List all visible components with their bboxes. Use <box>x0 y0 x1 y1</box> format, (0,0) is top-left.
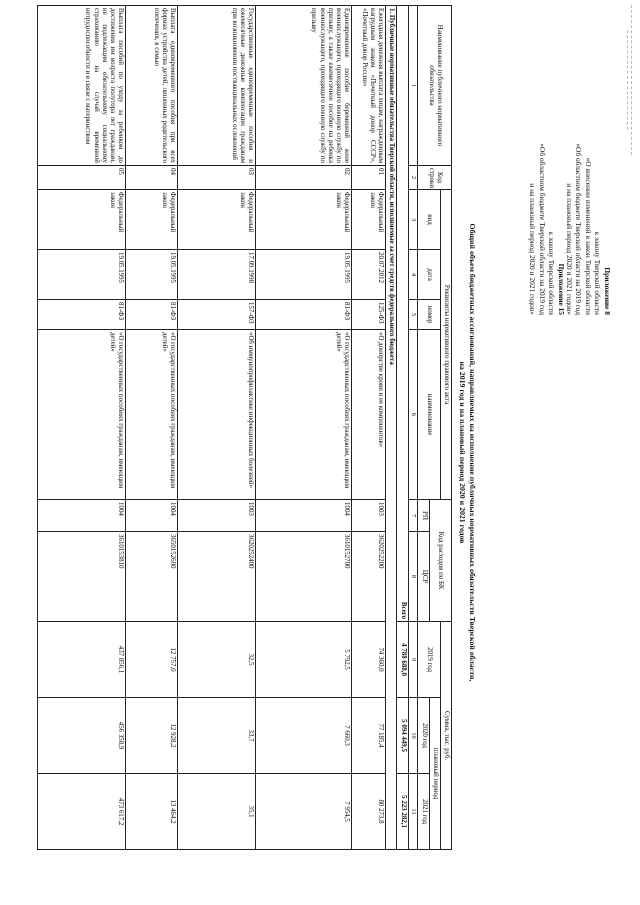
scan-artifact-line <box>627 30 628 130</box>
header-date: дата <box>418 250 440 300</box>
column-number: 5 <box>409 300 418 330</box>
annex-15-line: к закону Тверской области <box>547 231 557 315</box>
cell-title: «О государственных пособиях гражданам, имеющим детей» <box>38 330 126 500</box>
cell-date: 19.05.1995 <box>126 250 178 300</box>
header-2019: 2019 год <box>418 622 440 698</box>
table-row <box>178 6 256 850</box>
table-row <box>352 6 386 850</box>
cell-2020: 12 928,2 <box>126 698 178 774</box>
cell-name: Ежегодная денежная выплата лицам, награжденным нагрудным знаком «Почетный донор СССР», «Почетный донор России» <box>352 6 386 166</box>
cell-2020: 77 185,4 <box>352 698 386 774</box>
cell-kind: Федеральный закон <box>256 190 352 250</box>
cell-date: 19.05.1995 <box>256 250 352 300</box>
document-title-line: на 2019 год и на плановый период 2020 и 2021 годов <box>458 361 467 544</box>
cell-2020: 456 358,9 <box>38 698 126 774</box>
column-number: 8 <box>409 532 418 622</box>
total-2019: 4 788 688,0 <box>397 622 409 698</box>
header-sum: Сумма, тыс. руб. <box>440 622 451 850</box>
document-title <box>457 0 477 905</box>
total-label: Всего <box>397 6 409 622</box>
obligations-table <box>37 5 452 850</box>
table-header-row <box>440 6 451 850</box>
header-2020: 2020 год <box>418 698 429 774</box>
column-number: 1 <box>409 6 418 166</box>
column-number: 3 <box>409 190 418 250</box>
cell-2019: 32,5 <box>178 622 256 698</box>
cell-code: 03 <box>178 166 256 190</box>
column-number: 2 <box>409 166 418 190</box>
document-title-line: Общий объем бюджетных ассигнований, направляемых на исполнение публичных нормативных обязательств Тверской области, <box>468 223 477 682</box>
cell-2021: 13 464,2 <box>126 774 178 850</box>
section-title: 1. Публичные нормативные обязательства Тверской области, исполняемые за счет средств федерального бюджета <box>386 6 397 850</box>
column-number: 11 <box>409 774 418 850</box>
header-2021: 2021 год <box>418 774 429 850</box>
section-row <box>386 6 397 850</box>
annex-15-block <box>528 143 566 315</box>
header-kind: вид <box>418 190 440 250</box>
cell-2020: 33,7 <box>178 698 256 774</box>
cell-2021: 473 617,2 <box>38 774 126 850</box>
cell-2019: 437 856,1 <box>38 622 126 698</box>
cell-kind: Федеральный закон <box>126 190 178 250</box>
header-rz: РП <box>418 500 429 532</box>
cell-number: 81-ФЗ <box>256 300 352 330</box>
cell-name: Единовременное пособие беременной жене военнослужащего, проходящего военную службу по призыву, а также ежемесячное пособие на ребенка военнослужащего, проходящего военную службу по призыву <box>256 6 352 166</box>
cell-csr: 3610153810 <box>38 532 126 622</box>
cell-rz: 1003 <box>352 500 386 532</box>
cell-date: 19.05.1995 <box>38 250 126 300</box>
cell-2021: 35,1 <box>178 774 256 850</box>
cell-2019: 5 792,5 <box>256 622 352 698</box>
scan-artifact-line <box>631 5 632 155</box>
cell-2019: 74 360,0 <box>352 622 386 698</box>
cell-rz: 1003 <box>178 500 256 532</box>
column-number: 4 <box>409 250 418 300</box>
annex-15-line: «Об областном бюджете Тверской области на 2019 год <box>537 143 547 315</box>
cell-date: 20.07.2012 <box>352 250 386 300</box>
annex-8-line: к закону Тверской области <box>593 231 603 315</box>
header-planned: плановый период <box>429 698 440 850</box>
annex-8-line: и на плановый период 2020 и 2021 годов» <box>564 183 574 315</box>
table-row <box>38 6 126 850</box>
annex-15-line: и на плановый период 2020 и 2021 годов» <box>528 183 538 315</box>
cell-2019: 12 757,0 <box>126 622 178 698</box>
cell-name: Государственные единовременные пособия и ежемесячные денежные компенсации гражданам при возникновении поствакцинальных осложнений <box>178 6 256 166</box>
cell-number: 81-ФЗ <box>38 300 126 330</box>
cell-2021: 7 954,5 <box>256 774 352 850</box>
cell-title: «О донорстве крови и ее компонентов» <box>352 330 386 500</box>
total-row <box>397 6 409 850</box>
cell-number: 125-ФЗ <box>352 300 386 330</box>
cell-name: Выплата единовременного пособия при всех формах устройства детей, лишенных родительского попечения, в семью <box>126 6 178 166</box>
cell-name: Выплата пособий по уходу за ребенком до достижения им возраста полутора лет гражданам, не подлежащим обязательному социальному страхованию на случай временной нетрудоспособности и в связи с материнством <box>38 6 126 166</box>
cell-kind: Федеральный закон <box>178 190 256 250</box>
cell-csr: 3620252200 <box>352 532 386 622</box>
cell-csr: 3650152600 <box>126 532 178 622</box>
annex-8-line: «О внесении изменений в закон Тверской области <box>583 157 593 315</box>
cell-title: «Об иммунопрофилактике инфекционных болезней» <box>178 330 256 500</box>
cell-number: 157-ФЗ <box>178 300 256 330</box>
cell-rz: 1004 <box>256 500 352 532</box>
cell-rz: 1004 <box>38 500 126 532</box>
header-csr: ЦСР <box>418 532 429 622</box>
cell-code: 01 <box>352 166 386 190</box>
annex-8-heading: Приложение 8 <box>603 267 612 315</box>
header-number: номер <box>418 300 440 330</box>
cell-2021: 80 273,8 <box>352 774 386 850</box>
table-row <box>126 6 178 850</box>
cell-title: «О государственных пособиях гражданам, имеющим детей» <box>256 330 352 500</box>
table-row <box>256 6 352 850</box>
cell-title: «О государственных пособиях гражданам, имеющим детей» <box>126 330 178 500</box>
column-number: 10 <box>409 698 418 774</box>
annex-15-heading: Приложение 15 <box>557 263 566 315</box>
header-name: Наименование публичного нормативного обязательства <box>418 6 452 166</box>
annex-8-block <box>564 143 612 315</box>
total-2021: 5 223 282,1 <box>397 774 409 850</box>
annex-8-line: «Об областном бюджете Тверской области на 2019 год <box>574 143 584 315</box>
column-number: 7 <box>409 500 418 532</box>
cell-rz: 1004 <box>126 500 178 532</box>
cell-kind: Федеральный закон <box>38 190 126 250</box>
cell-csr: 3610152700 <box>256 532 352 622</box>
cell-date: 17.09.1998 <box>178 250 256 300</box>
cell-csr: 3620252400 <box>178 532 256 622</box>
column-number: 6 <box>409 330 418 500</box>
cell-number: 81-ФЗ <box>126 300 178 330</box>
header-code: Код строки <box>418 166 452 190</box>
cell-code: 02 <box>256 166 352 190</box>
cell-2020: 7 660,3 <box>256 698 352 774</box>
header-requisites: Реквизиты нормативного правового акта <box>440 190 451 500</box>
cell-kind: Федеральный закон <box>352 190 386 250</box>
cell-code: 04 <box>126 166 178 190</box>
cell-code: 05 <box>38 166 126 190</box>
column-number-row <box>409 6 418 850</box>
column-number: 9 <box>409 622 418 698</box>
header-title: наименование <box>418 330 440 500</box>
total-2020: 5 094 449,5 <box>397 698 409 774</box>
header-bk-code: Код расходов по БК <box>429 500 451 622</box>
